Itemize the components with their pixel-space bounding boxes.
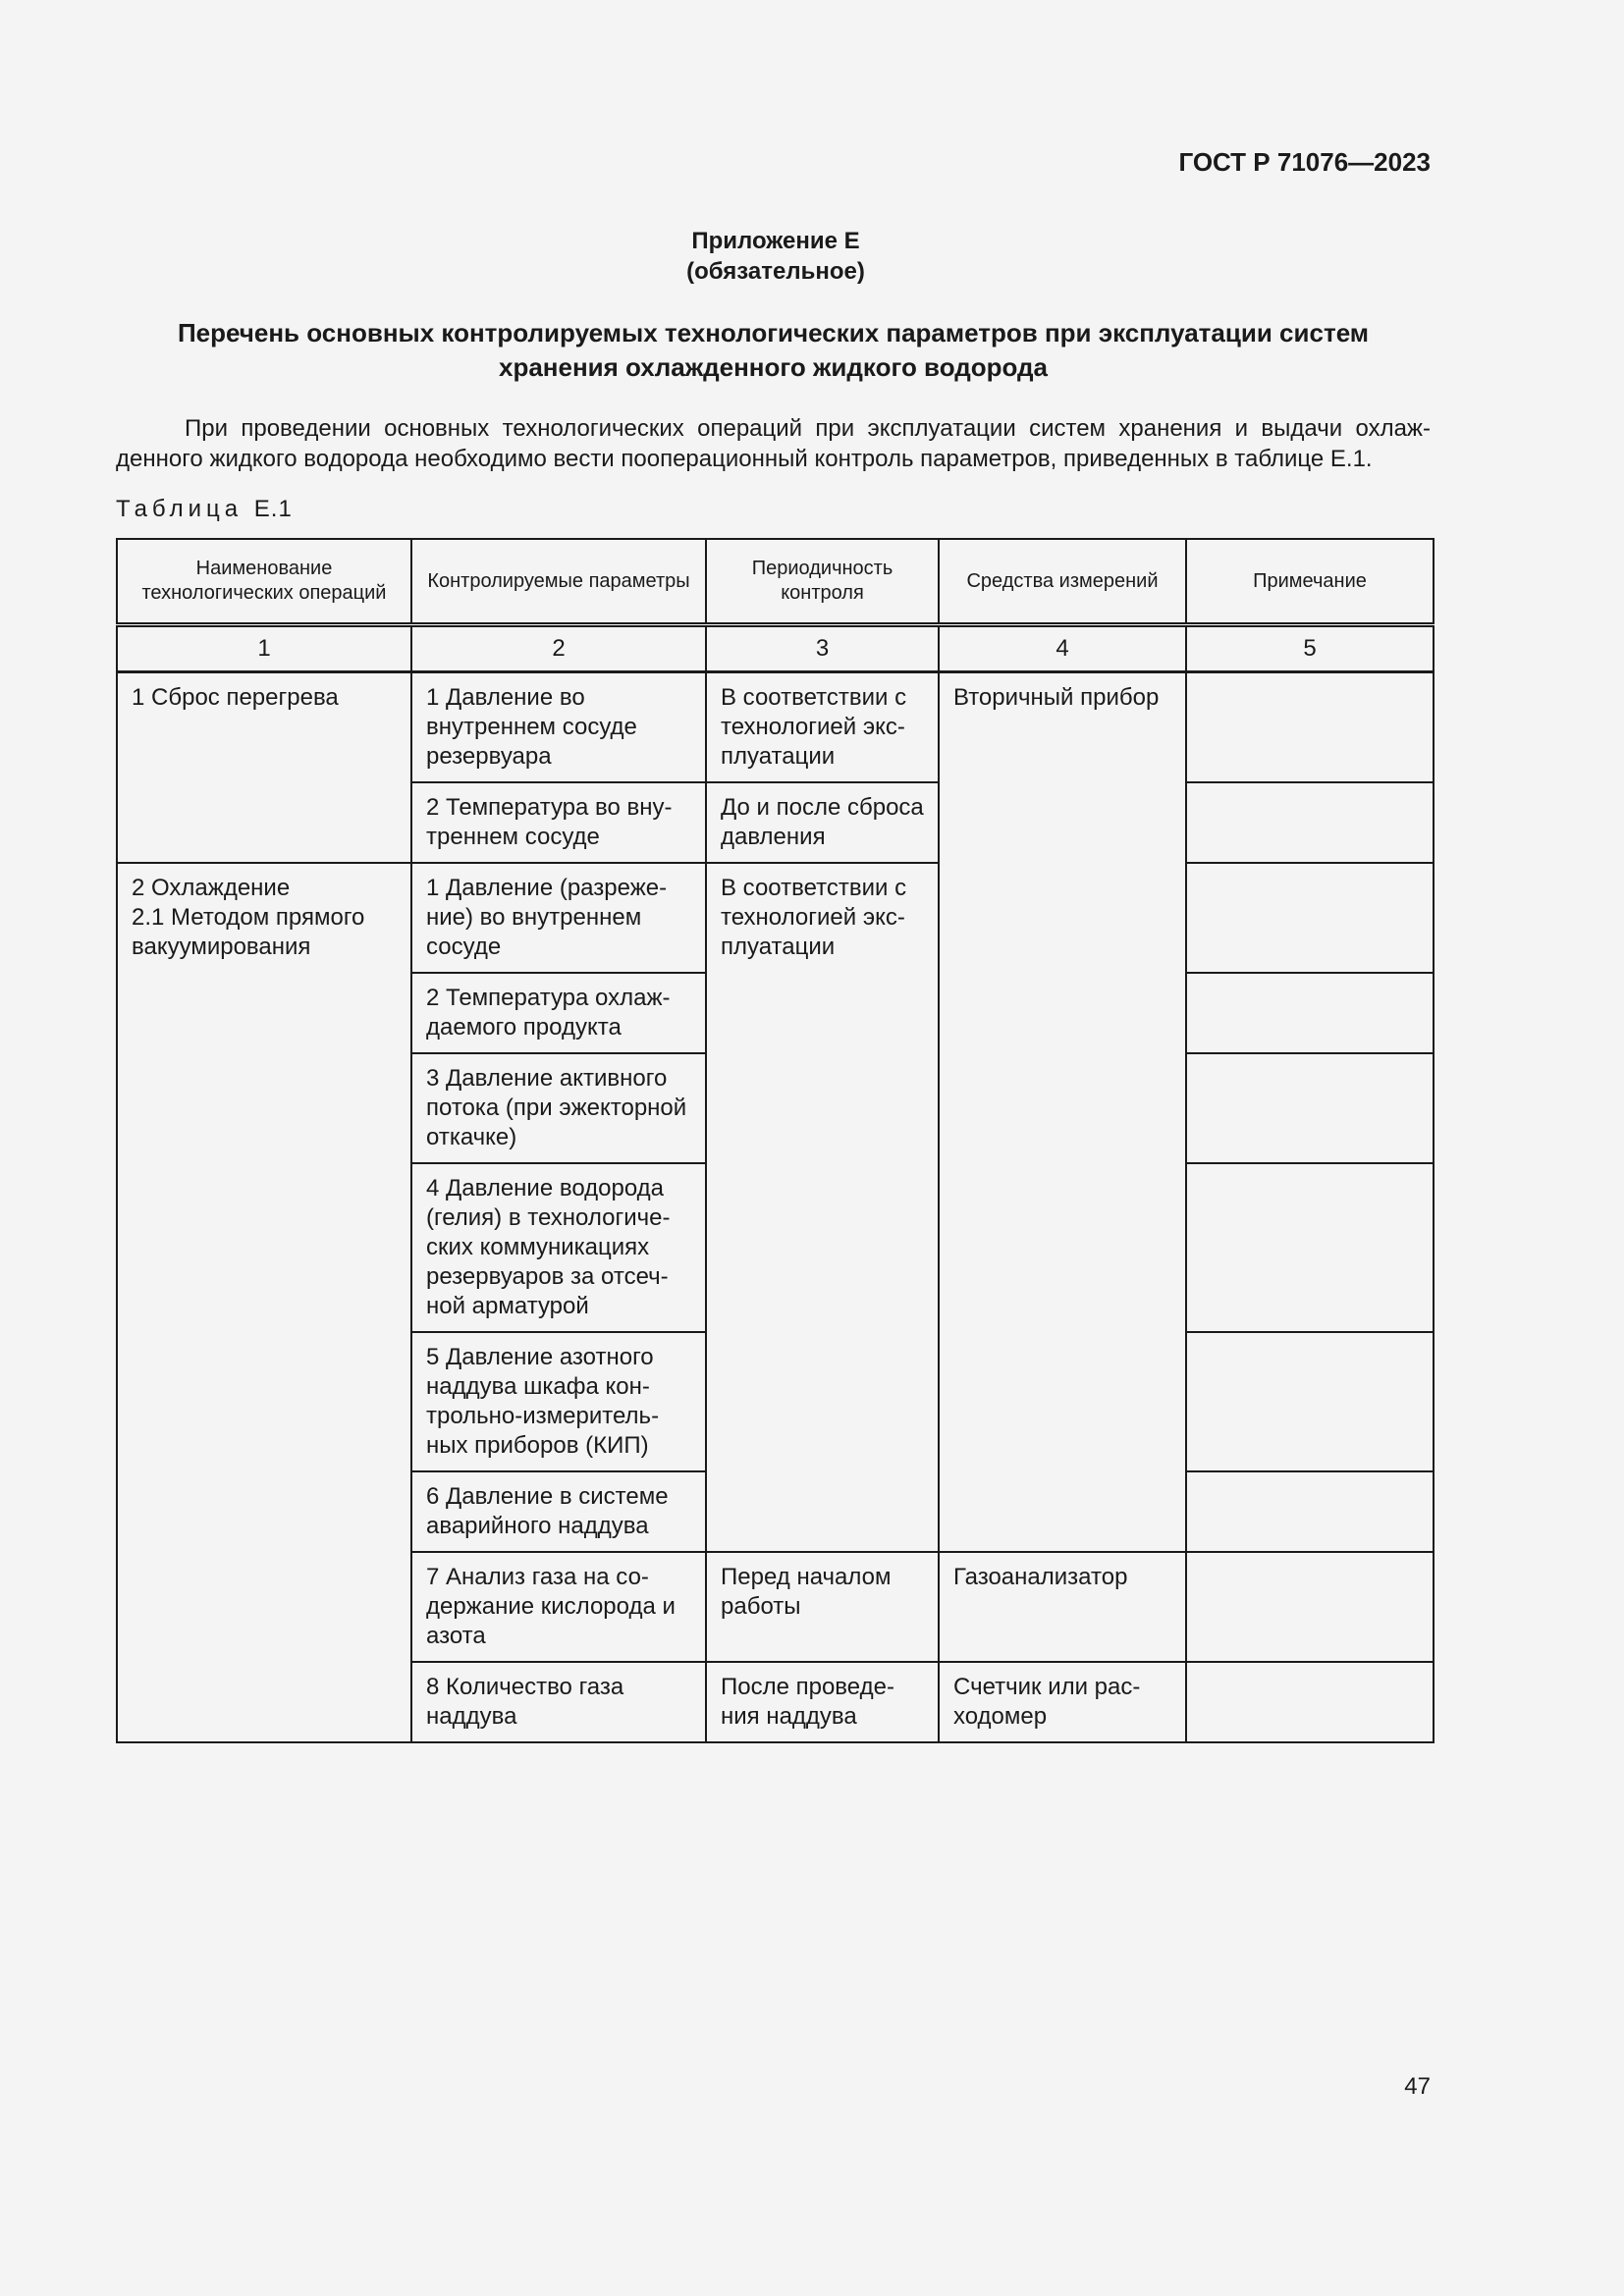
- title-line-1: Перечень основных контролируемых технологических параметров при эксплуатации систем: [177, 318, 1370, 347]
- parameter-cell: 1 Давление во внутреннем сосуде резервуара: [411, 672, 706, 783]
- parameter-cell: 1 Давление (разрежение) во внутреннем сосуде: [411, 863, 706, 973]
- appendix-status: (обязательное): [686, 258, 865, 285]
- note-cell: [1186, 973, 1434, 1053]
- table-row: [117, 863, 1434, 973]
- periodicity-cell: До и после сброса давления: [706, 782, 939, 863]
- column-number: 4: [939, 625, 1186, 672]
- note-cell: [1186, 1552, 1434, 1662]
- note-cell: [1186, 1053, 1434, 1163]
- column-number-row: [117, 625, 1434, 672]
- note-cell: [1186, 782, 1434, 863]
- column-number: 5: [1186, 625, 1434, 672]
- table-caption-word: Таблица: [116, 496, 244, 522]
- table-caption-number: Е.1: [253, 496, 293, 522]
- title-line-2: хранения охлажденного жидкого водорода: [498, 352, 1048, 382]
- parameter-cell: 4 Давление водорода (гелия) в технологических коммуникациях резервуаров за отсечной арматурой: [411, 1163, 706, 1332]
- standard-designation: ГОСТ Р 71076—2023: [1178, 147, 1431, 177]
- parameter-cell: 6 Давление в системе аварийного наддува: [411, 1471, 706, 1552]
- appendix-heading: [0, 226, 1551, 287]
- instrument-cell: Вторичный прибор: [939, 672, 1186, 1553]
- parameter-cell: 2 Температура охлаждаемого продукта: [411, 973, 706, 1053]
- instrument-cell: Счетчик или расходомер: [939, 1662, 1186, 1742]
- periodicity-cell: В соответствии с технологией эксплуатации: [706, 863, 939, 1552]
- note-cell: [1186, 1662, 1434, 1742]
- parameter-cell: 3 Давление активного потока (при эжекторной откачке): [411, 1053, 706, 1163]
- operation-cell: [117, 863, 411, 1742]
- header-instruments: Средства измерений: [939, 539, 1186, 625]
- note-cell: [1186, 1163, 1434, 1332]
- periodicity-cell: Перед началом работы: [706, 1552, 939, 1662]
- note-cell: [1186, 1471, 1434, 1552]
- instrument-cell: Газоанализатор: [939, 1552, 1186, 1662]
- page-number: 47: [1404, 2073, 1431, 2100]
- note-cell: [1186, 863, 1434, 973]
- parameter-cell: 5 Давление азотного наддува шкафа контрольно-измерительных приборов (КИП): [411, 1332, 706, 1471]
- note-cell: [1186, 672, 1434, 783]
- operation-subtitle: 2.1 Методом прямого вакуумирования: [132, 904, 365, 960]
- document-title: [116, 316, 1431, 385]
- parameter-cell: 7 Анализ газа на содержание кислорода и азота: [411, 1552, 706, 1662]
- periodicity-cell: В соответствии с технологией эксплуатации: [706, 672, 939, 783]
- operation-title: 2 Охлаждение: [132, 875, 291, 901]
- periodicity-cell: После проведения наддува: [706, 1662, 939, 1742]
- table-row: [117, 672, 1434, 783]
- appendix-title: Приложение Е: [691, 228, 860, 254]
- parameter-cell: 8 Количество газа наддува: [411, 1662, 706, 1742]
- table-caption: [116, 496, 293, 523]
- parameters-table: [116, 538, 1435, 1743]
- operation-cell: 1 Сброс перегрева: [117, 672, 411, 864]
- column-number: 2: [411, 625, 706, 672]
- note-cell: [1186, 1332, 1434, 1471]
- header-periodicity: Периодичность контроля: [706, 539, 939, 625]
- intro-paragraph: При проведении основных технологических операций при эксплуатации систем хранения и выдачи охлажденного жидкого водорода необходимо вести пооперационный контроль параметров, приведенных в таблице Е.1.: [116, 415, 1431, 472]
- header-parameters: Контролируемые параметры: [411, 539, 706, 625]
- header-operations: Наименование технологических операций: [117, 539, 411, 625]
- parameter-cell: 2 Температура во внутреннем сосуде: [411, 782, 706, 863]
- table-header-row: [117, 539, 1434, 625]
- column-number: 1: [117, 625, 411, 672]
- header-note: Примечание: [1186, 539, 1434, 625]
- column-number: 3: [706, 625, 939, 672]
